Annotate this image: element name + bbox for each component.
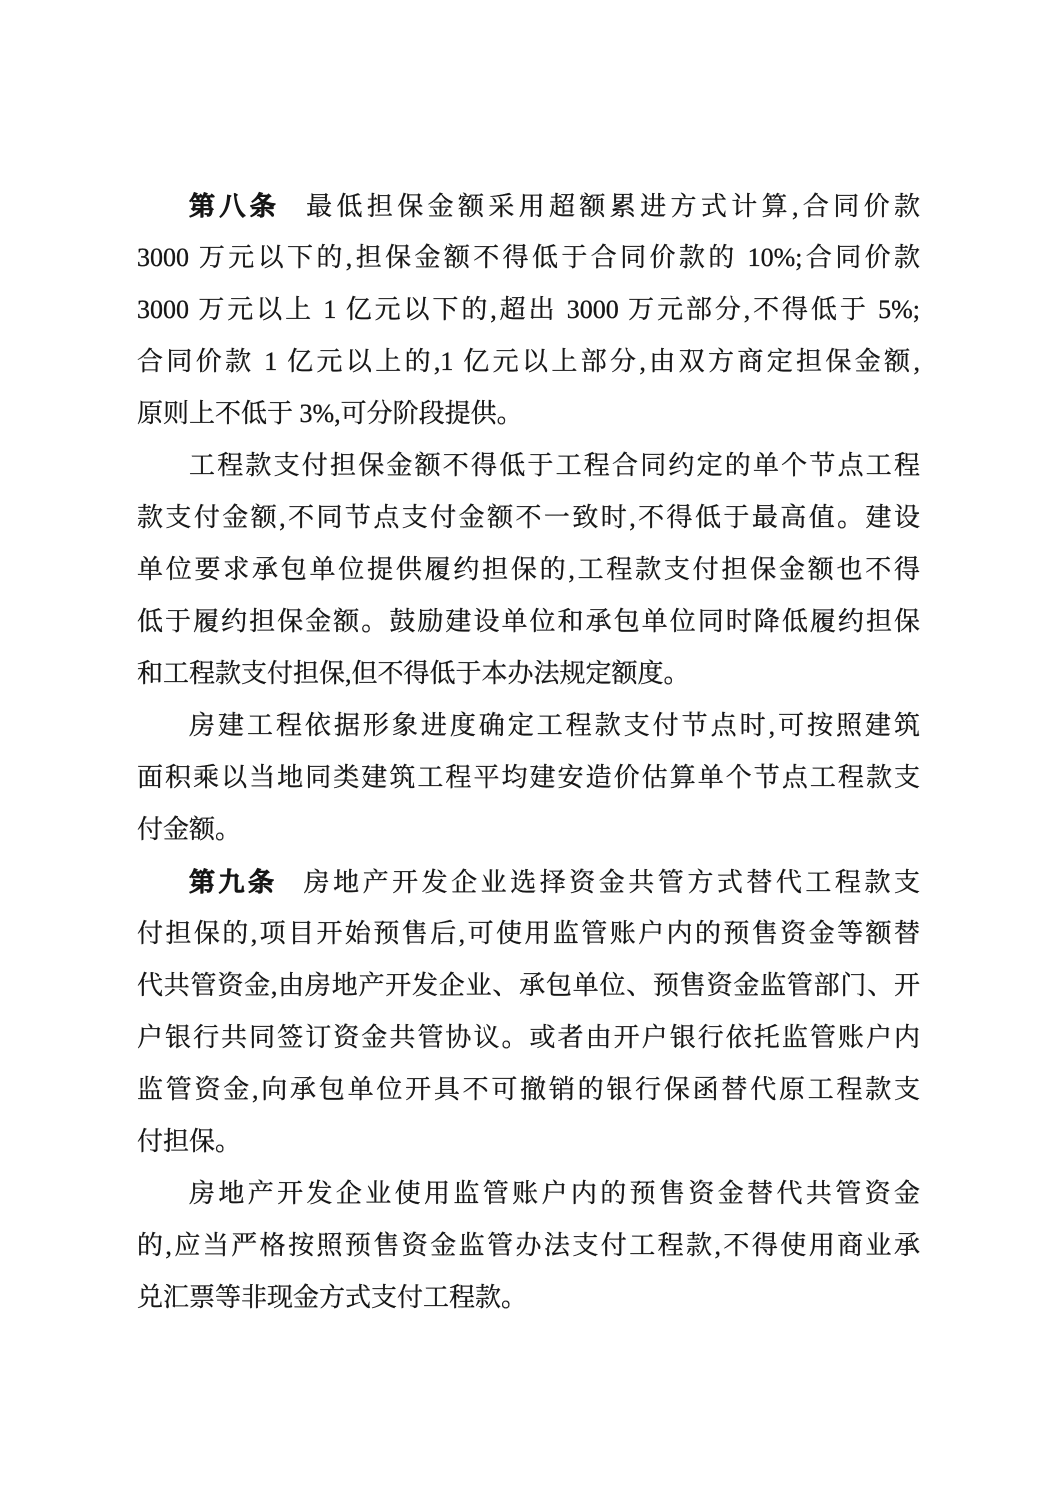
text-line xyxy=(137,180,920,232)
paragraph-housing-project-estimate xyxy=(137,700,920,856)
text-line: 和工程款支付担保,但不得低于本办法规定额度。 xyxy=(137,659,690,688)
text-line: 兑汇票等非现金方式支付工程款。 xyxy=(137,1283,528,1312)
paragraph-payment-guarantee-amount xyxy=(137,440,920,700)
text-line: 低于履约担保金额。鼓励建设单位和承包单位同时降低履约担保 xyxy=(137,607,920,636)
article-8-term: 第八条 xyxy=(189,191,281,221)
document-text-block xyxy=(137,180,920,1324)
text-line: 付担保。 xyxy=(137,1127,242,1156)
text-line: 单位要求承包单位提供履约担保的,工程款支付担保金额也不得 xyxy=(137,555,920,584)
text-line-content: 房地产开发企业选择资金共管方式替代工程款支 xyxy=(303,868,920,897)
paragraph-article-8 xyxy=(137,180,920,440)
article-9-term: 第九条 xyxy=(189,867,278,897)
text-line: 原则上不低于 3%,可分阶段提供。 xyxy=(137,399,523,428)
text-line: 的,应当严格按照预售资金监管办法支付工程款,不得使用商业承 xyxy=(137,1231,920,1260)
text-line: 付担保的,项目开始预售后,可使用监管账户内的预售资金等额替 xyxy=(137,919,920,948)
text-line: 房地产开发企业使用监管账户内的预售资金替代共管资金 xyxy=(189,1179,920,1208)
text-line: 3000 万元以上 1 亿元以下的,超出 3000 万元部分,不得低于 5%; xyxy=(137,295,920,324)
text-line: 付金额。 xyxy=(137,815,242,844)
text-line xyxy=(137,856,920,908)
text-line: 面积乘以当地同类建筑工程平均建安造价估算单个节点工程款支 xyxy=(137,763,920,792)
paragraph-presale-funds-usage xyxy=(137,1168,920,1324)
text-line: 工程款支付担保金额不得低于工程合同约定的单个节点工程 xyxy=(189,451,920,480)
text-line: 合同价款 1 亿元以上的,1 亿元以上部分,由双方商定担保金额, xyxy=(137,347,920,376)
text-line: 房建工程依据形象进度确定工程款支付节点时,可按照建筑 xyxy=(189,711,920,740)
text-line: 3000 万元以下的,担保金额不得低于合同价款的 10%;合同价款 xyxy=(137,243,920,272)
paragraph-article-9 xyxy=(137,856,920,1168)
text-line: 代共管资金,由房地产开发企业、承包单位、预售资金监管部门、开 xyxy=(137,971,920,1000)
text-line: 款支付金额,不同节点支付金额不一致时,不得低于最高值。建设 xyxy=(137,503,920,532)
text-line: 户银行共同签订资金共管协议。或者由开户银行依托监管账户内 xyxy=(137,1023,920,1052)
text-line-content: 最低担保金额采用超额累进方式计算,合同价款 xyxy=(306,192,920,221)
text-line: 监管资金,向承包单位开具不可撤销的银行保函替代原工程款支 xyxy=(137,1075,920,1104)
